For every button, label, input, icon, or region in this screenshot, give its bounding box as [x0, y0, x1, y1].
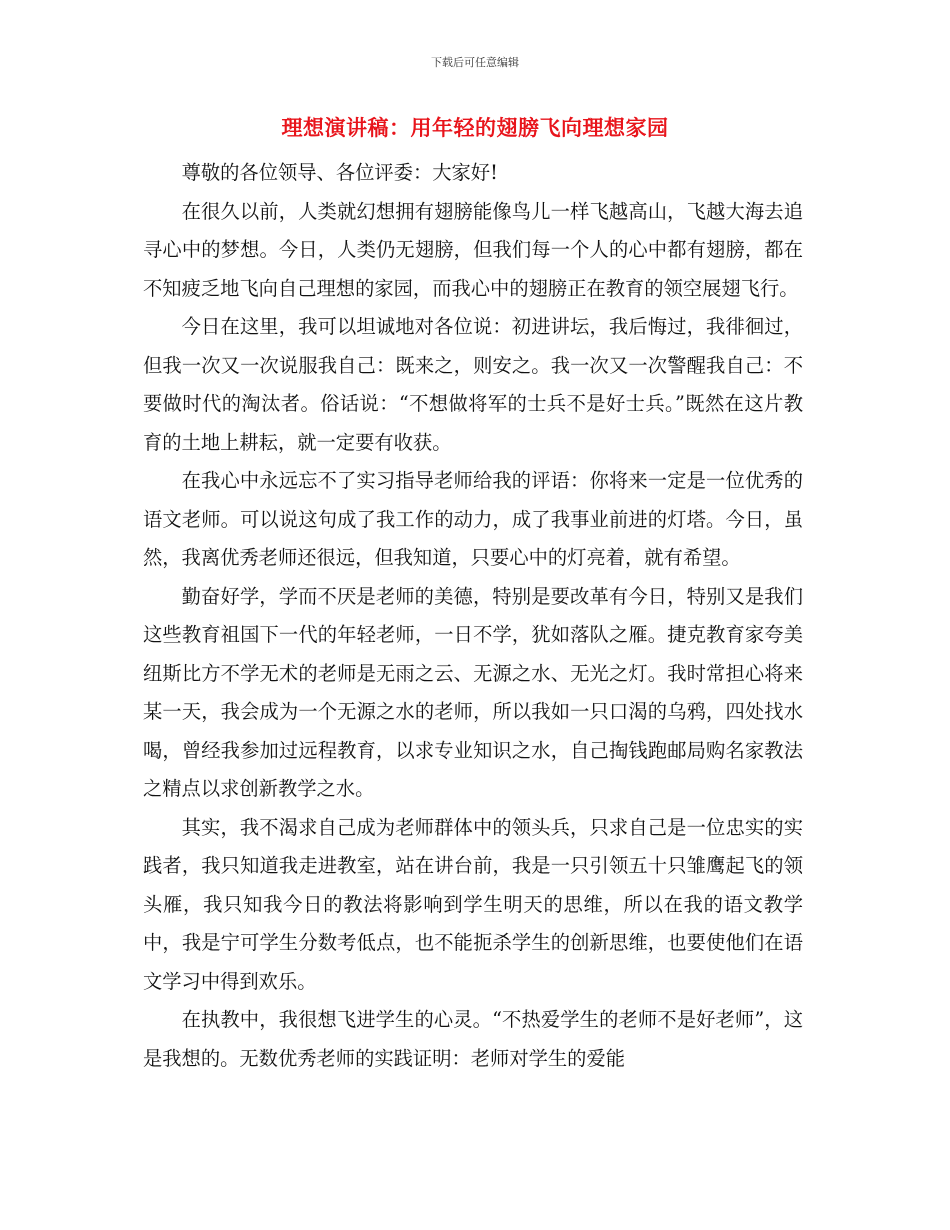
- paragraph: 在执教中，我很想飞进学生的心灵。“不热爱学生的老师不是好老师”，这是我想的。无数优秀老师的实践证明：老师对学生的爱能: [143, 1008, 803, 1070]
- paragraph: 今日在这里，我可以坦诚地对各位说：初进讲坛，我后悔过，我徘徊过，但我一次又一次说服我自己：既来之，则安之。我一次又一次警醒我自己：不要做时代的淘汰者。俗话说：“不想做将军的士兵不是好士兵。”既然在这片教育的土地上耕耘，就一定要有收获。: [143, 315, 803, 454]
- document-body: [143, 154, 803, 1078]
- paragraph: 勤奋好学，学而不厌是老师的美德，特别是要改革有今日，特别又是我们这些教育祖国下一代的年轻老师，一日不学，犹如落队之雁。捷克教育家夸美纽斯比方不学无术的老师是无雨之云、无源之水、无光之灯。我时常担心将来某一天，我会成为一个无源之水的老师，所以我如一只口渴的乌鸦，四处找水喝，曾经我参加过远程教育，以求专业知识之水，自己掏钱跑邮局购名家教法之精点以求创新教学之水。: [143, 584, 803, 800]
- page-header-note: 下载后可任意编辑: [431, 56, 519, 69]
- paragraph: 其实，我不渴求自己成为老师群体中的领头兵，只求自己是一位忠实的实践者，我只知道我走进教室，站在讲台前，我是一只引领五十只雏鹰起飞的领头雁，我只知我今日的教法将影响到学生明天的思维，所以在我的语文教学中，我是宁可学生分数考低点，也不能扼杀学生的创新思维，也要使他们在语文学习中得到欢乐。: [143, 815, 803, 993]
- paragraph: 在我心中永远忘不了实习指导老师给我的评语：你将来一定是一位优秀的语文老师。可以说这句成了我工作的动力，成了我事业前进的灯塔。今日，虽然，我离优秀老师还很远，但我知道，只要心中的灯亮着，就有希望。: [143, 469, 803, 569]
- paragraph-greeting: 尊敬的各位领导、各位评委：大家好!: [181, 161, 498, 184]
- paragraph: 在很久以前，人类就幻想拥有翅膀能像鸟儿一样飞越高山，飞越大海去追寻心中的梦想。今日，人类仍无翅膀，但我们每一个人的心中都有翅膀，都在不知疲乏地飞向自己理想的家园，而我心中的翅膀正在教育的领空展翅飞行。: [143, 199, 803, 300]
- document-title: 理想演讲稿：用年轻的翅膀飞向理想家园: [281, 116, 669, 140]
